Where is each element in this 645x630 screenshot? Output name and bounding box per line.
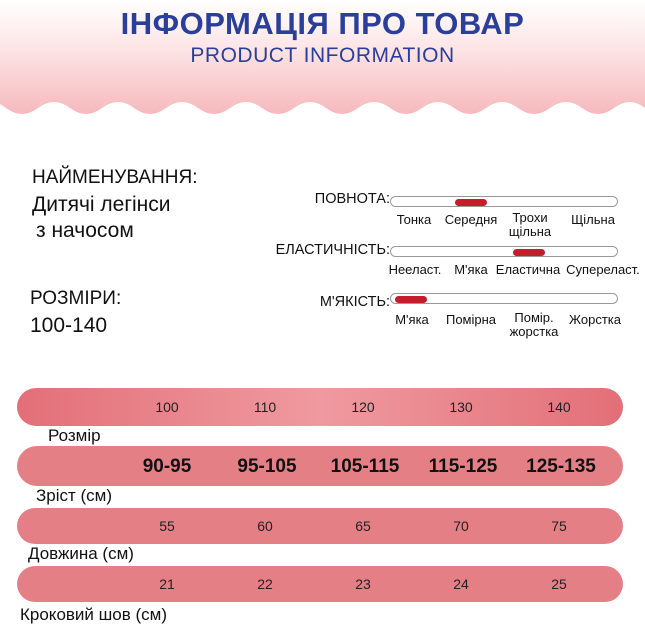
table-cell: 65 <box>355 518 371 534</box>
softness-option: М'яка <box>395 312 429 327</box>
elasticity-label: ЕЛАСТИЧНІСТЬ: <box>275 242 390 258</box>
product-name-line1: Дитячі легінси <box>32 193 171 216</box>
table-row <box>17 508 623 544</box>
row-label: Кроковий шов (см) <box>20 605 167 624</box>
elasticity-track <box>390 246 618 257</box>
product-name-line2: з начосом <box>36 219 134 242</box>
table-row <box>17 566 623 602</box>
softness-label: М'ЯКІСТЬ: <box>319 294 390 310</box>
elasticity-option: Нееласт. <box>388 262 442 277</box>
softness-option: Помір. жорстка <box>509 310 559 339</box>
table-cell: 55 <box>159 518 175 534</box>
fullness-option: Тонка <box>396 212 432 227</box>
table-cell: 24 <box>453 576 469 592</box>
table-row <box>17 388 623 426</box>
table-cell: 22 <box>257 576 273 592</box>
page-subtitle: PRODUCT INFORMATION <box>190 44 455 67</box>
elasticity-option: М'яка <box>454 262 488 277</box>
table-cell: 125-135 <box>526 456 596 477</box>
table-cell: 120 <box>351 399 375 415</box>
sizes-label: РОЗМІРИ: <box>30 288 122 309</box>
softness-option: Помірна <box>445 312 497 327</box>
table-cell: 75 <box>551 518 567 534</box>
table-cell: 105-115 <box>330 456 400 477</box>
softness-option: Жорстка <box>569 312 621 327</box>
table-cell: 70 <box>453 518 469 534</box>
row-label: Зріст (см) <box>36 486 113 505</box>
table-cell: 140 <box>547 399 571 415</box>
row-label: Довжина (см) <box>28 544 134 563</box>
table-row <box>17 446 623 486</box>
table-cell: 90-95 <box>142 456 192 477</box>
fullness-indicator <box>455 199 487 206</box>
elasticity-indicator <box>513 249 545 256</box>
table-cell: 110 <box>253 399 277 415</box>
name-label: НАЙМЕНУВАННЯ: <box>32 167 198 188</box>
elasticity-option: Супереласт. <box>566 262 640 277</box>
fullness-option: Середня <box>444 212 498 227</box>
fullness-option: Трохи щільна <box>508 210 552 239</box>
table-cell: 25 <box>551 576 567 592</box>
header-banner <box>0 0 645 135</box>
sizes-value: 100-140 <box>30 314 108 337</box>
table-cell: 100 <box>155 399 179 415</box>
fullness-label: ПОВНОТА: <box>314 191 390 207</box>
fullness-track <box>390 196 618 207</box>
softness-indicator <box>395 296 427 303</box>
row-label: Розмір <box>48 426 101 445</box>
fullness-option: Щільна <box>571 212 615 227</box>
table-cell: 23 <box>355 576 371 592</box>
elasticity-option: Еластична <box>495 262 561 277</box>
table-cell: 95-105 <box>237 456 297 477</box>
table-cell: 115-125 <box>428 456 498 477</box>
page-title: ІНФОРМАЦІЯ ПРО ТОВАР <box>120 6 525 41</box>
table-cell: 60 <box>257 518 273 534</box>
table-cell: 130 <box>449 399 473 415</box>
table-cell: 21 <box>159 576 175 592</box>
